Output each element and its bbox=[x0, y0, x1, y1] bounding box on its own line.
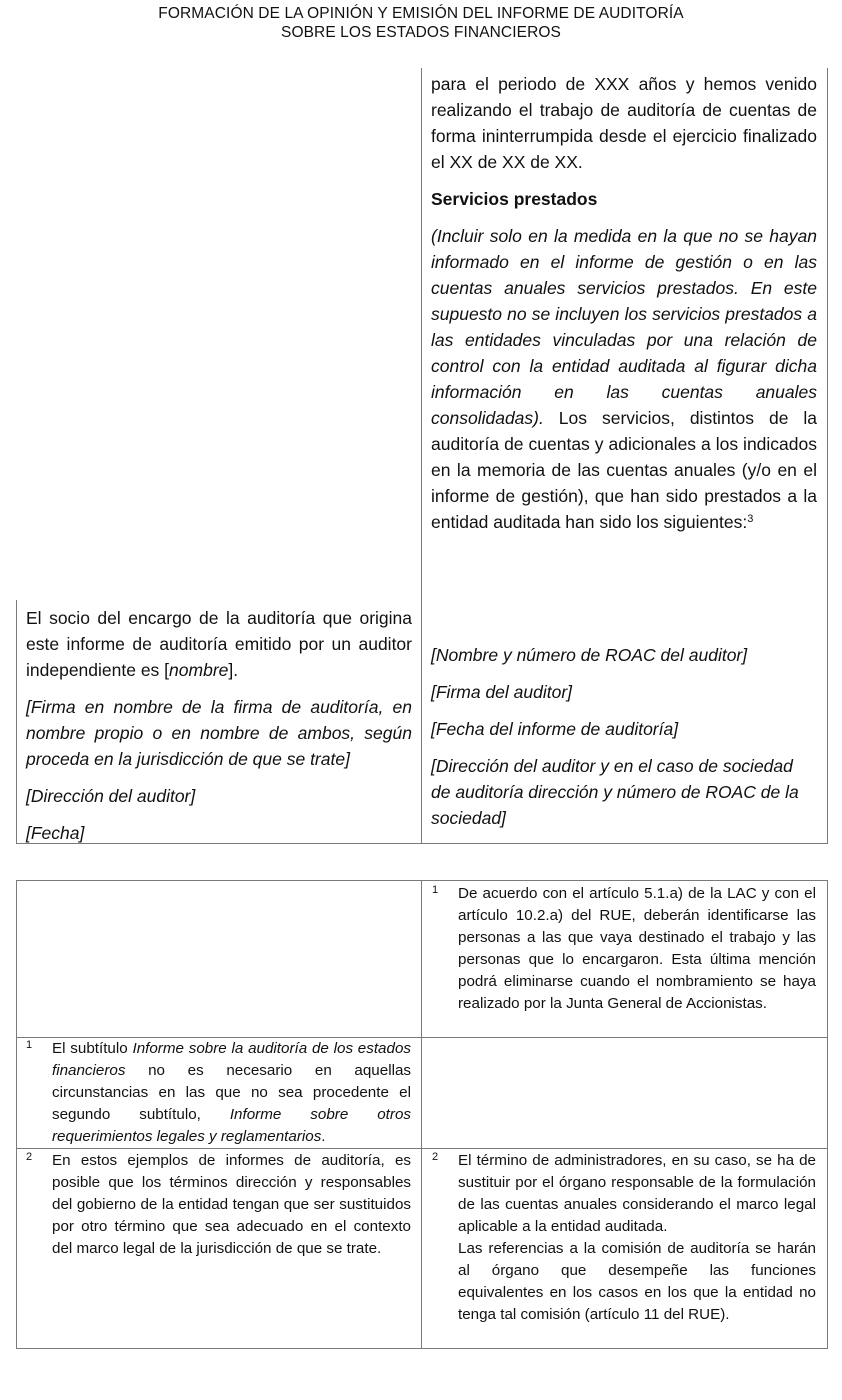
auditor-roac-placeholder: [Nombre y número de ROAC del auditor] bbox=[431, 645, 748, 665]
services-body-text: Los servicios, distintos de la auditoría de cuentas y adicionales a los indicados en la memoria de las cuentas anuales (y/o en el informe de gestión), que han sido prestados a la entidad auditada han sido los siguientes: bbox=[431, 408, 817, 532]
services-heading: Servicios prestados bbox=[431, 189, 598, 209]
upper-table-left-border bbox=[16, 600, 17, 844]
report-date-placeholder: [Fecha del informe de auditoría] bbox=[431, 719, 679, 739]
page-header bbox=[0, 4, 842, 42]
footnote-right-2-text-a: El término de administradores, en su caso, se ha de sustituir por el órgano responsable de la formulación de las cuentas anuales considerando el marco legal aplicable a la entidad auditada. bbox=[458, 1152, 816, 1235]
header-line-2: SOBRE LOS ESTADOS FINANCIEROS bbox=[281, 24, 561, 41]
footnote-left-1 bbox=[26, 1038, 411, 1148]
footnote-left-1-number: 1 bbox=[26, 1039, 33, 1051]
footnote-ref-3: 3 bbox=[747, 513, 754, 525]
tenure-paragraph: para el periodo de XXX años y hemos venido realizando el trabajo de auditoría de cuentas de forma ininterrumpida desde el ejercicio finalizado el XX de XX de XX. bbox=[431, 74, 817, 172]
services-paragraph bbox=[431, 223, 817, 535]
footnote-right-2-number: 2 bbox=[432, 1151, 439, 1163]
footnote-right-1-text: De acuerdo con el artículo 5.1.a) de la LAC y con el artículo 10.2.a) del RUE, deberán identificarse las personas a las que vaya destinado el trabajo y las personas que lo encargaron. Esta última mención podrá eliminarse cuando el nombramiento se haya realizado por la Junta General de Accionistas. bbox=[458, 885, 816, 1012]
footnote-right-1-number: 1 bbox=[432, 884, 439, 896]
footnote-left-2 bbox=[26, 1150, 411, 1260]
engagement-partner-paragraph bbox=[26, 605, 412, 683]
footnote-table-row-divider-2 bbox=[16, 1148, 828, 1149]
footnote-table-right-border bbox=[827, 880, 828, 1349]
date-placeholder: [Fecha] bbox=[26, 823, 85, 843]
firm-signature-placeholder: [Firma en nombre de la firma de auditoría, en nombre propio o en nombre de ambos, según proceda en la jurisdicción de que se trate] bbox=[26, 697, 412, 769]
footnote-left-1-italic-2: Informe sobre otros requerimientos legales y reglamentarios bbox=[52, 1106, 411, 1145]
header-line-1: FORMACIÓN DE LA OPINIÓN Y EMISIÓN DEL INFORME DE AUDITORÍA bbox=[158, 5, 684, 22]
footnote-table-top-border bbox=[16, 880, 828, 881]
footnote-left-1-text-c: . bbox=[321, 1128, 326, 1145]
services-italic-instruction: (Incluir solo en la medida en la que no se hayan informado en el informe de gestión o en las cuentas anuales servicios prestados. En este supuesto no se incluyen los servicios prestados a las entidades vinculadas por una relación de control con la entidad auditada al figurar dicha información en las cuentas anuales consolidadas). bbox=[431, 226, 817, 428]
footnote-right-2 bbox=[432, 1150, 816, 1326]
footnote-left-2-number: 2 bbox=[26, 1151, 33, 1163]
footnote-right-2-text-b: Las referencias a la comisión de auditoría se harán al órgano que desempeñe las funciones equivalentes en los casos en los que la entidad no tenga tal comisión (artículo 11 del RUE). bbox=[458, 1240, 816, 1323]
upper-table-center-divider bbox=[421, 68, 422, 844]
left-signature-block bbox=[26, 605, 412, 846]
footnote-left-2-text: En estos ejemplos de informes de auditoría, es posible que los términos dirección y responsables del gobierno de la entidad tengan que ser sustituidos por otro término que sea adecuado en el contexto del marco legal de la jurisdicción de que se trate. bbox=[52, 1152, 411, 1257]
footnote-table-left-border bbox=[16, 880, 17, 1349]
right-column-top bbox=[431, 71, 817, 535]
footnote-left-1-text-b: no es necesario en aquellas circunstancias en las que no sea procedente el segundo subtítulo, bbox=[52, 1062, 411, 1123]
footnote-left-1-text-a: El subtítulo bbox=[52, 1040, 133, 1057]
footnote-left-1-italic-1: Informe sobre la auditoría de los estados financieros bbox=[52, 1040, 411, 1079]
footnote-table-center-divider bbox=[421, 880, 422, 1349]
auditor-signature-placeholder: [Firma del auditor] bbox=[431, 682, 573, 702]
partner-name-placeholder: nombre bbox=[169, 660, 229, 680]
footnote-table-bottom-border bbox=[16, 1348, 828, 1349]
auditor-address-roac-placeholder: [Dirección del auditor y en el caso de sociedad de auditoría dirección y número de ROAC de la sociedad] bbox=[431, 756, 799, 828]
upper-table-right-border bbox=[827, 68, 828, 844]
partner-text-a: El socio del encargo de la auditoría que origina este informe de auditoría emitido por un auditor independiente es [ bbox=[26, 608, 412, 680]
partner-text-b: ]. bbox=[228, 660, 239, 680]
footnote-right-1 bbox=[432, 883, 816, 1015]
right-signature-block bbox=[431, 642, 817, 831]
auditor-address-placeholder: [Dirección del auditor] bbox=[26, 786, 196, 806]
